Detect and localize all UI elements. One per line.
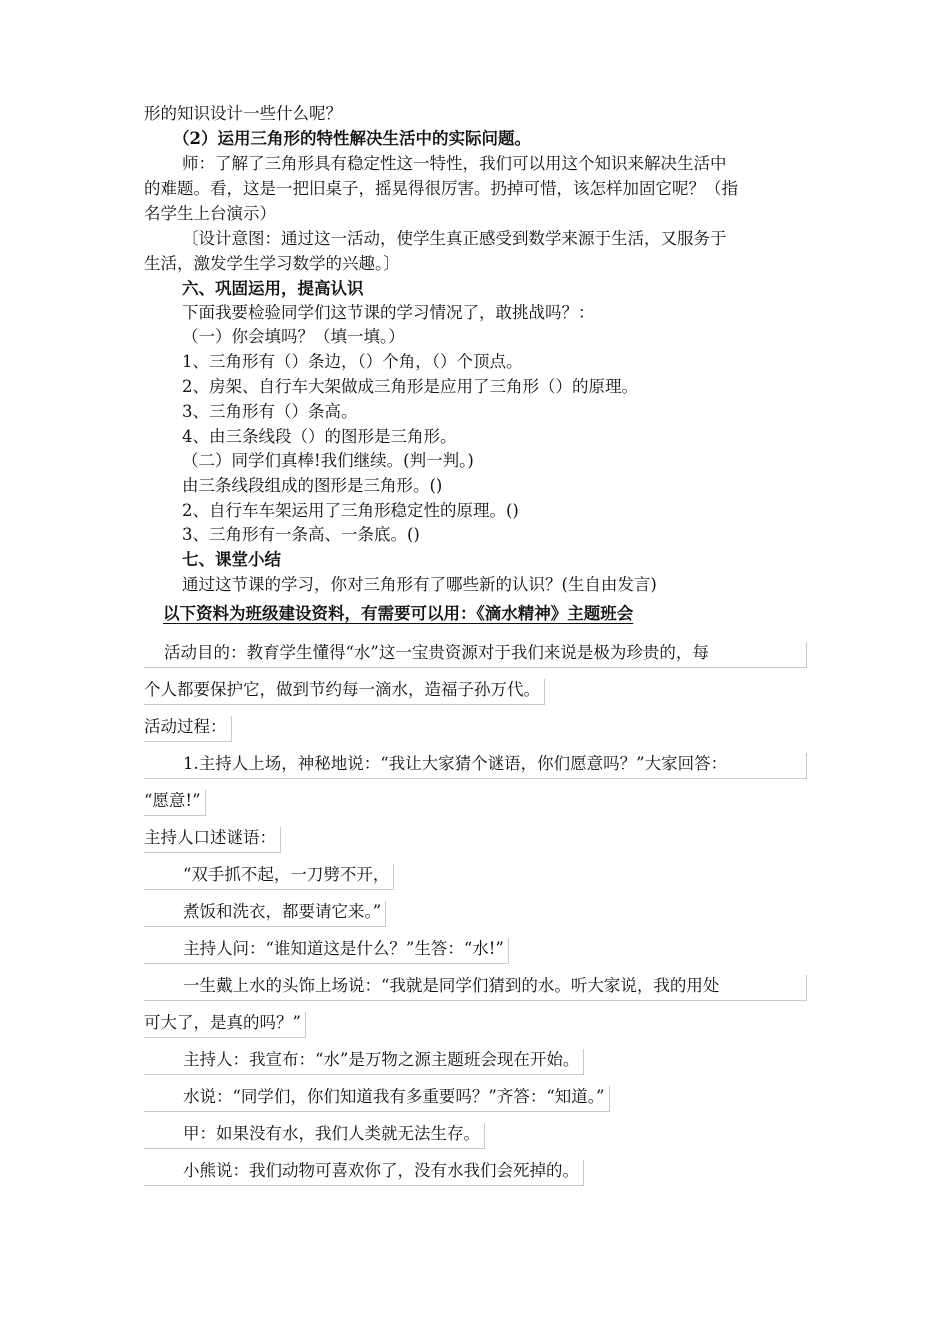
text-line: 〔设计意图：通过这一活动，使学生真正感受到数学来源于生活，又服务于: [182, 229, 727, 248]
resource-heading: 以下资料为班级建设资料，有需要可以用：《滴水精神》主题班会: [163, 604, 634, 623]
text-line: 可大了，是真的吗？”: [144, 1012, 306, 1038]
text-line: 一生戴上水的头饰上场说：“我就是同学们猜到的水。听大家说，我的用处: [144, 975, 807, 1001]
riddle-line: 煮饭和洗衣，都要请它来。”: [144, 901, 386, 927]
text-line: “愿意!”: [144, 790, 206, 816]
text-line: 小熊说：我们动物可喜欢你了，没有水我们会死掉的。: [144, 1160, 584, 1186]
riddle-line: “双手抓不起，一刀劈不开，: [144, 864, 394, 890]
text-line: 活动目的：教育学生懂得“水”这一宝贵资源对于我们来说是极为珍贵的，每: [144, 642, 807, 668]
text-line: 通过这节课的学习，你对三角形有了哪些新的认识？(生自由发言): [182, 575, 657, 594]
text-line: 3、三角形有（）条高。: [182, 402, 358, 421]
text-line: 3、三角形有一条高、一条底。(): [182, 525, 420, 544]
text-line: 主持人口述谜语：: [144, 827, 281, 853]
text-line: 4、由三条线段（）的图形是三角形。: [182, 427, 457, 446]
text-line: 1.主持人上场，神秘地说：“我让大家猜个谜语，你们愿意吗？”大家回答：: [144, 753, 807, 779]
text-line: 水说：“同学们，你们知道我有多重要吗？”齐答：“知道。”: [144, 1086, 610, 1112]
subsection-heading: （2）运用三角形的特性解决生活中的实际问题。: [173, 129, 531, 148]
text-line: 活动过程：: [144, 716, 232, 742]
text-line: 2、自行车车架运用了三角形稳定性的原理。(): [182, 501, 519, 520]
text-line: 2、房架、自行车大架做成三角形是应用了三角形（）的原理。: [182, 377, 638, 396]
text-line: 名学生上台演示）: [144, 204, 276, 223]
text-line: 主持人问：“谁知道这是什么？”生答：“水!”: [144, 938, 509, 964]
text-line: （二）同学们真棒!我们继续。(判一判。): [182, 451, 474, 470]
text-line: （一）你会填吗？（填一填。）: [182, 327, 405, 346]
text-line: 甲：如果没有水，我们人类就无法生存。: [144, 1123, 485, 1149]
text-line: 下面我要检验同学们这节课的学习情况了，敢挑战吗？：: [182, 303, 595, 322]
text-line: 由三条线段组成的图形是三角形。(): [182, 476, 443, 495]
section-heading: 六、巩固运用，提高认识: [182, 279, 364, 298]
text-line: 个人都要保护它，做到节约每一滴水，造福子孙万代。: [144, 679, 545, 705]
section-heading: 七、课堂小结: [182, 550, 281, 569]
text-line: 师：了解了三角形具有稳定性这一特性，我们可以用这个知识来解决生活中: [182, 154, 727, 173]
text-line: 的难题。看，这是一把旧桌子，摇晃得很厉害。扔掉可惜，该怎样加固它呢？（指: [144, 179, 738, 198]
text-line: 主持人：我宣布：“水”是万物之源主题班会现在开始。: [144, 1049, 584, 1075]
text-line: 生活，激发学生学习数学的兴趣。〕: [144, 254, 400, 273]
text-line: 形的知识设计一些什么呢？: [144, 104, 342, 123]
text-line: 1、三角形有（）条边，（）个角，（）个顶点。: [182, 352, 523, 371]
